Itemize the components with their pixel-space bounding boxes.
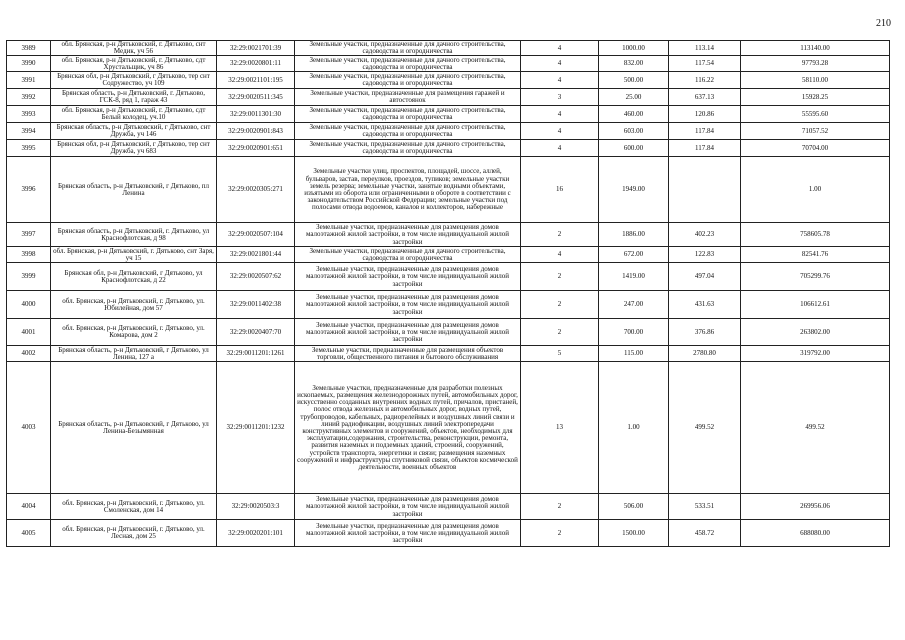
group-cell: 2 — [521, 291, 599, 319]
cadastral-number-cell: 32:29:0021101:195 — [217, 72, 295, 89]
unit-value-cell: 533.51 — [669, 494, 741, 520]
table-row — [7, 247, 890, 263]
cadastral-value-cell: 97793.28 — [741, 56, 890, 72]
cadastral-value-cell: 705299.76 — [741, 263, 890, 291]
land-use-cell: Земельные участки, предназначенные для размещения гаражей и автостоянок — [295, 89, 521, 106]
row-number-cell: 3992 — [7, 89, 51, 106]
cadastral-number-cell: 32:29:0020201:101 — [217, 520, 295, 547]
area-cell: 460.00 — [599, 106, 669, 123]
row-number-cell: 4003 — [7, 362, 51, 494]
group-cell: 2 — [521, 223, 599, 247]
cadastral-value-table — [6, 40, 890, 547]
area-cell: 1500.00 — [599, 520, 669, 547]
unit-value-cell: 116.22 — [669, 72, 741, 89]
cadastral-number-cell: 32:29:0011201:1232 — [217, 362, 295, 494]
cadastral-value-cell: 1.00 — [741, 157, 890, 223]
group-cell: 2 — [521, 520, 599, 547]
cadastral-number-cell: 32:29:0020511:345 — [217, 89, 295, 106]
cadastral-value-cell: 499.52 — [741, 362, 890, 494]
land-use-cell: Земельные участки, предназначенные для размещения домов малоэтажной жилой застройки, в том числе индивидуальной жилой застройки — [295, 291, 521, 319]
land-use-cell: Земельные участки, предназначенные для дачного строительства, садоводства и огородничества — [295, 72, 521, 89]
table-row — [7, 72, 890, 89]
land-use-cell: Земельные участки, предназначенные для размещения домов малоэтажной жилой застройки, в том числе индивидуальной жилой застройки — [295, 494, 521, 520]
address-cell: Брянская обл, р-н Дятьковский, г Дятьково, тер снт Дружба, уч 683 — [51, 140, 217, 157]
address-cell: Брянская область, р-н Дятьковский, г Дятьково, снт Дружба, уч 146 — [51, 123, 217, 140]
group-cell: 13 — [521, 362, 599, 494]
group-cell: 2 — [521, 263, 599, 291]
table-row — [7, 106, 890, 123]
cadastral-value-cell: 70704.00 — [741, 140, 890, 157]
area-cell: 672.00 — [599, 247, 669, 263]
row-number-cell: 4000 — [7, 291, 51, 319]
cadastral-value-cell: 758605.78 — [741, 223, 890, 247]
area-cell: 1949.00 — [599, 157, 669, 223]
land-use-cell: Земельные участки, предназначенные для дачного строительства, садоводства и огородничества — [295, 106, 521, 123]
row-number-cell: 3995 — [7, 140, 51, 157]
row-number-cell: 3994 — [7, 123, 51, 140]
land-use-cell: Земельные участки, предназначенные для размещения домов малоэтажной жилой застройки, в том числе индивидуальной жилой застройки — [295, 520, 521, 547]
table-row — [7, 362, 890, 494]
cadastral-number-cell: 32:29:0020503:3 — [217, 494, 295, 520]
group-cell: 4 — [521, 72, 599, 89]
table-row — [7, 494, 890, 520]
land-use-cell: Земельные участки, предназначенные для размещения домов малоэтажной жилой застройки, в том числе индивидуальной жилой застройки — [295, 319, 521, 346]
address-cell: обл. Брянская, р-н Дятьковский, г. Дятьково, сдт Белый колодец, уч.10 — [51, 106, 217, 123]
address-cell: обл. Брянская, р-н Дятьковский, г. Дятьково, снт Заря, уч 15 — [51, 247, 217, 263]
cadastral-number-cell: 32:29:0011402:38 — [217, 291, 295, 319]
group-cell: 4 — [521, 56, 599, 72]
land-use-cell: Земельные участки, предназначенные для размещения объектов торговли, общественного питания и бытового обслуживания — [295, 346, 521, 362]
group-cell: 3 — [521, 89, 599, 106]
unit-value-cell: 497.04 — [669, 263, 741, 291]
page-number: 210 — [876, 18, 891, 29]
unit-value-cell: 2780.80 — [669, 346, 741, 362]
table-row — [7, 157, 890, 223]
cadastral-value-cell: 688080.00 — [741, 520, 890, 547]
unit-value-cell: 122.83 — [669, 247, 741, 263]
cadastral-value-cell: 82541.76 — [741, 247, 890, 263]
cadastral-value-cell: 106612.61 — [741, 291, 890, 319]
row-number-cell: 3996 — [7, 157, 51, 223]
area-cell: 115.00 — [599, 346, 669, 362]
group-cell: 2 — [521, 319, 599, 346]
table-row — [7, 263, 890, 291]
land-use-cell: Земельные участки, предназначенные для разработки полезных ископаемых, размещения железнодорожных путей, автомобильных дорог, искусственно созданных внутренних водных путей, причалов, пристаней, полос отвода железных и автомобильных дорог, водных путей, трубопроводов, кабельных, радиорелейных и воздушных линий связи и линий радиофикации, воздушных линий электропередачи конструктивных элементов и сооружений, объектов, необходимых для эксплуатации,содержания, строительства, реконструкции, ремонта, развития наземных и подземных зданий, строений, сооружений, устройств транспорта, энергетики и связи; размещения наземных сооружений и инфраструктуры спутниковой связи, объектов космической деятельности, военных объектов — [295, 362, 521, 494]
row-number-cell: 3990 — [7, 56, 51, 72]
table-row — [7, 291, 890, 319]
area-cell: 1.00 — [599, 362, 669, 494]
land-use-cell: Земельные участки, предназначенные для дачного строительства, садоводства и огородничества — [295, 56, 521, 72]
group-cell: 16 — [521, 157, 599, 223]
group-cell: 4 — [521, 123, 599, 140]
group-cell: 5 — [521, 346, 599, 362]
unit-value-cell: 117.84 — [669, 123, 741, 140]
group-cell: 4 — [521, 247, 599, 263]
address-cell: Брянская область, р-н Дятьковский, г Дятьково, ул Ленина-Безымянная — [51, 362, 217, 494]
cadastral-value-cell: 58110.00 — [741, 72, 890, 89]
row-number-cell: 3989 — [7, 41, 51, 56]
table-row — [7, 319, 890, 346]
address-cell: Брянская область, р-н Дятьковский, г. Дятьково, ГСК-8, ряд 1, гараж 43 — [51, 89, 217, 106]
address-cell: Брянская обл, р-н Дятьковский, г Дятьково, тер снт Содружество, уч 109 — [51, 72, 217, 89]
cadastral-value-cell: 71057.52 — [741, 123, 890, 140]
unit-value-cell: 120.86 — [669, 106, 741, 123]
unit-value-cell — [669, 157, 741, 223]
address-cell: обл. Брянская, р-н Дятьковский, г. Дятьково, ул. Юбилейная, дом 57 — [51, 291, 217, 319]
unit-value-cell: 117.84 — [669, 140, 741, 157]
address-cell: обл. Брянская, р-н Дятьковский, г. Дятьково, ул. Лесная, дом 25 — [51, 520, 217, 547]
address-cell: обл. Брянская, р-н Дятьковский, г. Дятьково, ул. Комарова, дом 2 — [51, 319, 217, 346]
cadastral-number-cell: 32:29:0011201:1261 — [217, 346, 295, 362]
row-number-cell: 3991 — [7, 72, 51, 89]
cadastral-number-cell: 32:29:0020901:843 — [217, 123, 295, 140]
land-use-cell: Земельные участки, предназначенные для дачного строительства, садоводства и огородничества — [295, 41, 521, 56]
row-number-cell: 3993 — [7, 106, 51, 123]
area-cell: 1419.00 — [599, 263, 669, 291]
address-cell: обл. Брянская, р-н Дятьковский, г. Дятьково, снт Медик, уч 56 — [51, 41, 217, 56]
table-row — [7, 520, 890, 547]
table-row — [7, 56, 890, 72]
cadastral-value-cell: 15928.25 — [741, 89, 890, 106]
cadastral-number-cell: 32:29:0020305:271 — [217, 157, 295, 223]
area-cell: 506.00 — [599, 494, 669, 520]
cadastral-value-cell: 113140.00 — [741, 41, 890, 56]
table-row — [7, 346, 890, 362]
cadastral-number-cell: 32:29:0011301:30 — [217, 106, 295, 123]
cadastral-number-cell: 32:29:0020901:651 — [217, 140, 295, 157]
area-cell: 600.00 — [599, 140, 669, 157]
group-cell: 4 — [521, 41, 599, 56]
area-cell: 603.00 — [599, 123, 669, 140]
unit-value-cell: 402.23 — [669, 223, 741, 247]
unit-value-cell: 637.13 — [669, 89, 741, 106]
cadastral-number-cell: 32:29:0021801:44 — [217, 247, 295, 263]
address-cell: обл. Брянская, р-н Дятьковский, г. Дятьково, сдт Хрустальщик, уч 86 — [51, 56, 217, 72]
cadastral-number-cell: 32:29:0020801:11 — [217, 56, 295, 72]
row-number-cell: 4002 — [7, 346, 51, 362]
address-cell: Брянская область, р-н Дятьковский, г. Дятьково, ул Краснофлотская, д 98 — [51, 223, 217, 247]
area-cell: 25.00 — [599, 89, 669, 106]
land-use-cell: Земельные участки, предназначенные для дачного строительства, садоводства и огородничества — [295, 140, 521, 157]
area-cell: 1886.00 — [599, 223, 669, 247]
table-row — [7, 41, 890, 56]
unit-value-cell: 431.63 — [669, 291, 741, 319]
cadastral-value-cell: 319792.00 — [741, 346, 890, 362]
address-cell: обл. Брянская, р-н Дятьковский, г. Дятьково, ул. Смоленская, дом 14 — [51, 494, 217, 520]
area-cell: 700.00 — [599, 319, 669, 346]
land-use-cell: Земельные участки, предназначенные для размещения домов малоэтажной жилой застройки, в том числе индивидуальной жилой застройки — [295, 263, 521, 291]
group-cell: 2 — [521, 494, 599, 520]
unit-value-cell: 113.14 — [669, 41, 741, 56]
cadastral-value-cell: 263802.00 — [741, 319, 890, 346]
cadastral-number-cell: 32:29:0020407:70 — [217, 319, 295, 346]
unit-value-cell: 499.52 — [669, 362, 741, 494]
table-row — [7, 140, 890, 157]
land-use-cell: Земельные участки, предназначенные для размещения домов малоэтажной жилой застройки, в том числе индивидуальной жилой застройки — [295, 223, 521, 247]
row-number-cell: 3997 — [7, 223, 51, 247]
area-cell: 1000.00 — [599, 41, 669, 56]
table-row — [7, 223, 890, 247]
cadastral-number-cell: 32:29:0020507:62 — [217, 263, 295, 291]
unit-value-cell: 458.72 — [669, 520, 741, 547]
table-row — [7, 89, 890, 106]
land-use-cell: Земельные участки, предназначенные для дачного строительства, садоводства и огородничества — [295, 123, 521, 140]
area-cell: 832.00 — [599, 56, 669, 72]
cadastral-value-cell: 269956.06 — [741, 494, 890, 520]
row-number-cell: 4004 — [7, 494, 51, 520]
group-cell: 4 — [521, 140, 599, 157]
area-cell: 247.00 — [599, 291, 669, 319]
table-row — [7, 123, 890, 140]
land-use-cell: Земельные участки улиц, проспектов, площадей, шоссе, аллей, бульваров, застав, переулков, проездов, тупиков; земельные участки земель резерва; земельные участки, занятые водными объектами, изъятыми из оборота или ограниченными в обороте в соответствии с законодательством Российской Федерации; земельные участки под полосами отвода водоемов, каналов и коллекторов, набережные — [295, 157, 521, 223]
address-cell: Брянская область, р-н Дятьковский, г Дятьково, пл Ленина — [51, 157, 217, 223]
row-number-cell: 3998 — [7, 247, 51, 263]
unit-value-cell: 117.54 — [669, 56, 741, 72]
row-number-cell: 4005 — [7, 520, 51, 547]
address-cell: Брянская обл, р-н Дятьковский, г Дятьково, ул Краснофлотская, д 22 — [51, 263, 217, 291]
cadastral-number-cell: 32:29:0020507:104 — [217, 223, 295, 247]
address-cell: Брянская область, р-н Дятьковский, г Дятьково, ул Ленина, 127 а — [51, 346, 217, 362]
unit-value-cell: 376.86 — [669, 319, 741, 346]
row-number-cell: 3999 — [7, 263, 51, 291]
group-cell: 4 — [521, 106, 599, 123]
row-number-cell: 4001 — [7, 319, 51, 346]
cadastral-value-cell: 55595.60 — [741, 106, 890, 123]
area-cell: 500.00 — [599, 72, 669, 89]
land-use-cell: Земельные участки, предназначенные для дачного строительства, садоводства и огородничества — [295, 247, 521, 263]
cadastral-number-cell: 32:29:0021701:39 — [217, 41, 295, 56]
